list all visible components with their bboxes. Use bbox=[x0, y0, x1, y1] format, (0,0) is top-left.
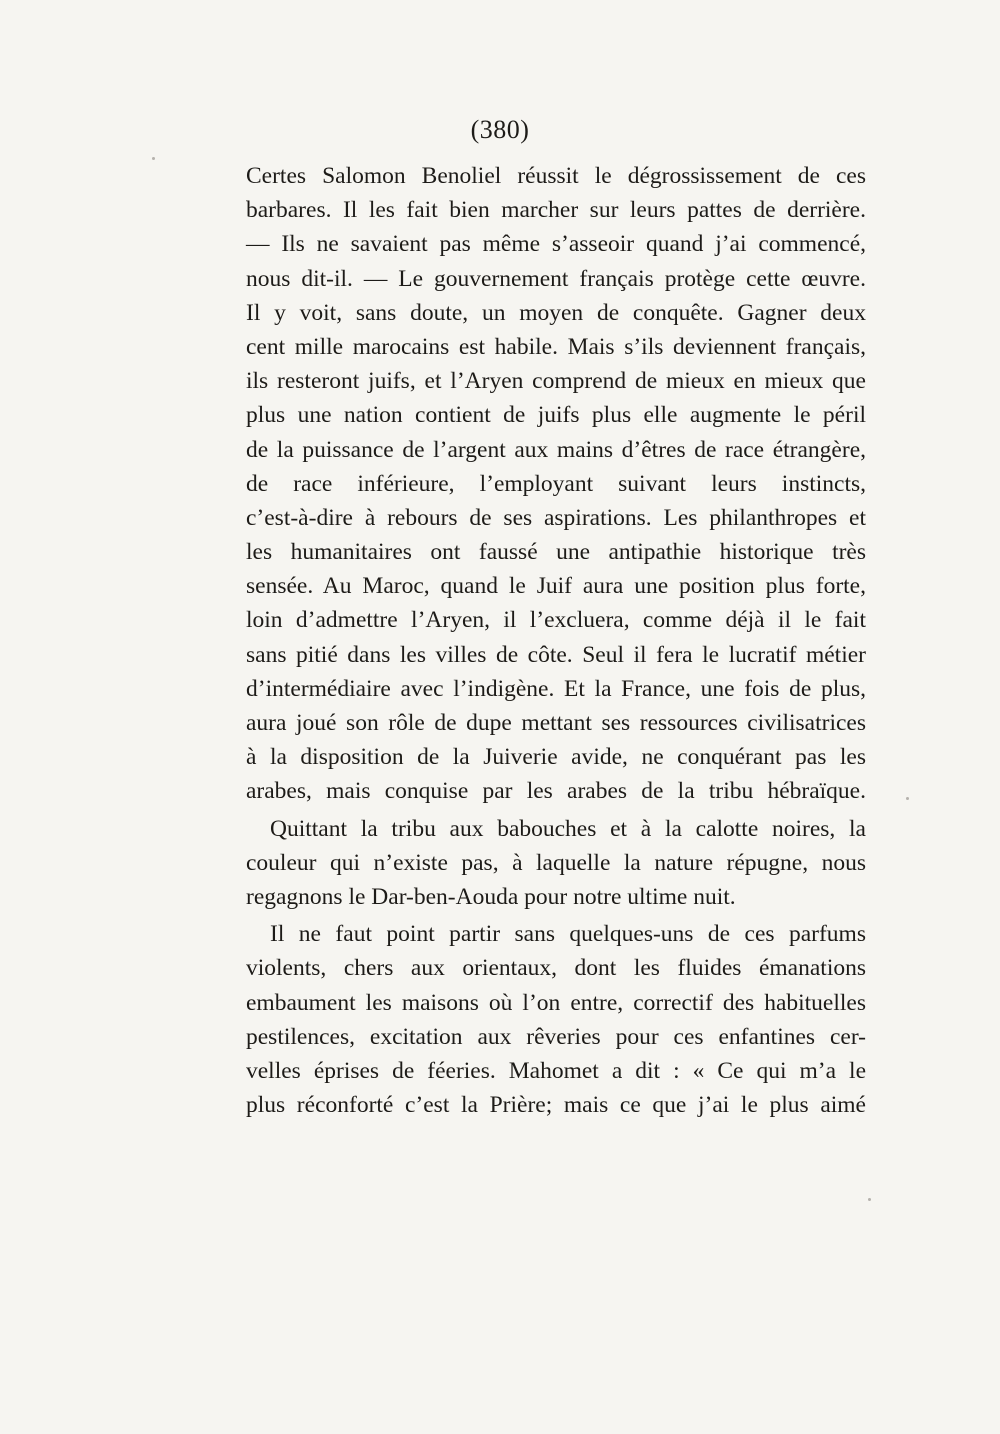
text-line: regagnons le Dar-ben-Aouda pour notre ultime nuit. bbox=[246, 883, 736, 910]
paragraph-1 bbox=[246, 159, 866, 809]
text-line: ils resteront juifs, et l’Aryen comprend de mieux en mieux que bbox=[246, 368, 866, 395]
text-line: plus une nation contient de juifs plus elle augmente le péril bbox=[246, 402, 866, 429]
paragraph-2 bbox=[246, 812, 866, 915]
paper-speck bbox=[152, 157, 155, 160]
text-line: — Ils ne savaient pas même s’asseoir quand j’ai commencé, bbox=[246, 231, 866, 258]
paragraph-3 bbox=[246, 917, 866, 1122]
text-line: à la disposition de la Juiverie avide, ne conquérant pas les bbox=[246, 744, 866, 771]
paper-speck bbox=[906, 797, 909, 800]
text-line: plus réconforté c’est la Prière; mais ce que j’ai le plus aimé bbox=[246, 1092, 866, 1119]
text-line: sensée. Au Maroc, quand le Juif aura une position plus forte, bbox=[246, 573, 866, 600]
body-text bbox=[246, 159, 866, 1122]
text-line: sans pitié dans les villes de côte. Seul il fera le lucratif métier bbox=[246, 641, 866, 668]
text-line: Il y voit, sans doute, un moyen de conquête. Gagner deux bbox=[246, 299, 866, 326]
text-line: de race inférieure, l’employant suivant leurs instincts, bbox=[246, 470, 866, 497]
text-line: aura joué son rôle de dupe mettant ses ressources civilisatrices bbox=[246, 710, 866, 736]
text-line: arabes, mais conquise par les arabes de la tribu hébraïque. bbox=[246, 778, 866, 805]
text-line: cent mille marocains est habile. Mais s’ils deviennent français, bbox=[246, 333, 866, 360]
text-line: Quittant la tribu aux babouches et à la calotte noires, la bbox=[270, 815, 866, 842]
text-line: nous dit-il. — Le gouvernement français protège cette œuvre. bbox=[246, 265, 866, 292]
text-line: violents, chers aux orientaux, dont les fluides émanations bbox=[246, 955, 866, 982]
text-line: Il ne faut point partir sans quelques-uns de ces parfums bbox=[270, 921, 866, 948]
text-line: les humanitaires ont faussé une antipathie historique très bbox=[246, 539, 866, 566]
text-line: loin d’admettre l’Aryen, il l’excluera, comme déjà il le fait bbox=[246, 607, 866, 634]
text-line: d’intermédiaire avec l’indigène. Et la France, une fois de plus, bbox=[246, 675, 866, 702]
text-line: barbares. Il les fait bien marcher sur leurs pattes de derrière. bbox=[246, 197, 866, 224]
text-line: pestilences, excitation aux rêveries pour ces enfantines cer- bbox=[246, 1023, 866, 1050]
text-line: c’est-à-dire à rebours de ses aspirations. Les philanthropes et bbox=[246, 504, 866, 531]
paper-speck bbox=[868, 1198, 871, 1201]
text-line: Certes Salomon Benoliel réussit le dégrossissement de ces bbox=[246, 163, 866, 189]
text-line: couleur qui n’existe pas, à laquelle la nature répugne, nous bbox=[246, 849, 866, 876]
text-line: velles éprises de féeries. Mahomet a dit : « Ce qui m’a le bbox=[246, 1057, 866, 1084]
page-number: (380) bbox=[470, 115, 530, 144]
text-line: embaument les maisons où l’on entre, correctif des habituelles bbox=[246, 989, 866, 1016]
text-line: de la puissance de l’argent aux mains d’êtres de race étrangère, bbox=[246, 436, 866, 463]
